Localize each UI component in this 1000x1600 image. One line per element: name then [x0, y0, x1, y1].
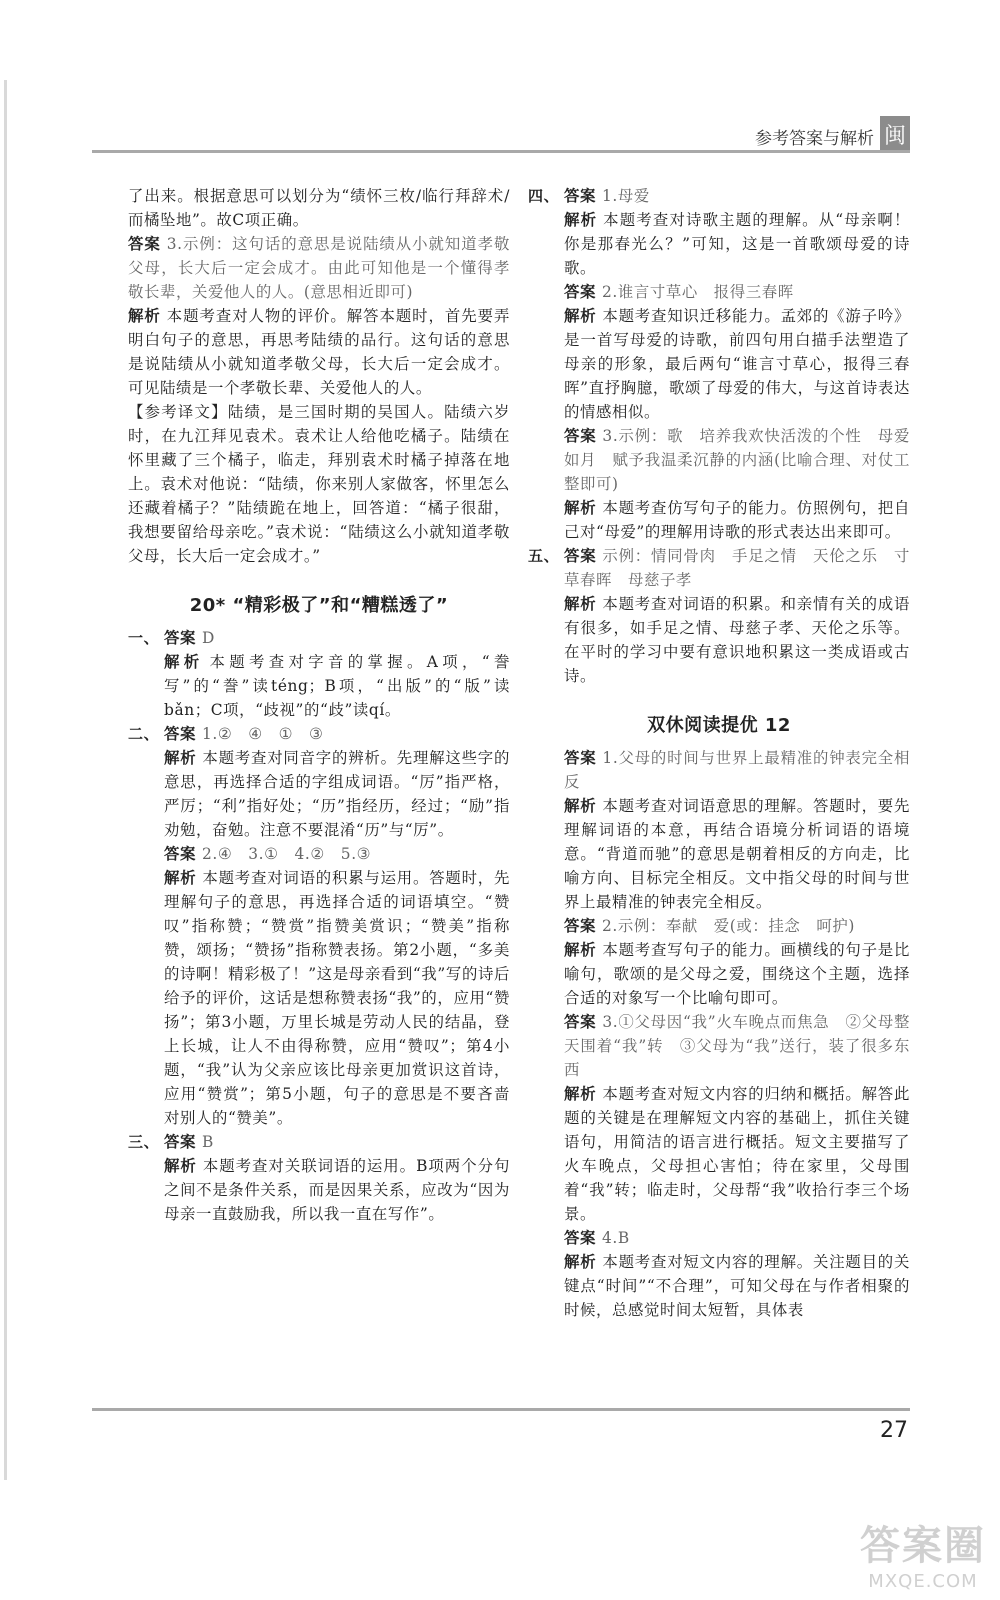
question-answer: [528, 184, 910, 208]
explanation-text: 本题考查对词语的积累与运用。答题时，先理解句子的意思，再选择合适的词语填空。“赞叹”指称赞；“赞赏”指赞美赏识；“赞美”指称赞，颂扬；“赞扬”指称赞表扬。第2小题，“多美的诗啊！精彩极了！”这是母亲看到“我”写的诗后给予的评价，这话是想称赞表扬“我”的，应用“赞扬”；第3小题，万里长城是劳动人民的结晶，登上长城，让人不由得称赞，应用“赞叹”；第4小题，“我”认为父亲应该比母亲更加赏识这首诗，应用“赞赏”；第5小题，句子的意思是不要吝啬对别人的“赞美”。: [164, 869, 510, 1127]
footer-divider: [92, 1408, 910, 1411]
answer-label: 答案: [164, 1133, 196, 1151]
explanation-text: 本题考查对同音字的辨析。先理解这些字的意思，再选择合适的字组成词语。“厉”指严格，严厉；“利”指好处；“历”指经历，经过；“励”指劝勉，奋勉。注意不要混淆“历”与“厉”。: [164, 749, 510, 839]
answer-label: 答案: [128, 235, 161, 253]
answer-label: 答案: [564, 187, 596, 205]
answer-label: 答案: [564, 547, 597, 565]
answer-text: 3.示例：歌 培养我欢快活泼的个性 母爱如月 赋予我温柔沉静的内涵(比喻合理、对仗工整即可): [564, 427, 911, 493]
watermark-logo-text: 答案圈: [860, 1523, 986, 1569]
explanation-block: [128, 650, 510, 722]
answer-block: [128, 842, 510, 866]
site-watermark: [860, 1514, 986, 1592]
explanation-label: 解析: [164, 653, 204, 671]
answer-label: 答案: [564, 749, 597, 767]
explanation-label: 解析: [164, 749, 197, 767]
answer-text: 示例：情同骨肉 手足之情 天伦之乐 寸草春晖 母慈子孝: [564, 547, 910, 589]
answer-label: 答案: [564, 917, 596, 935]
region-badge: 闽: [880, 116, 910, 152]
left-column: [128, 184, 510, 1226]
answer-text: 1.母爱: [601, 187, 650, 205]
explanation-text: 本题考查仿写句子的能力。仿照例句，把自己对“母爱”的理解用诗歌的形式表达出来即可。: [564, 499, 910, 541]
explanation-label: 解析: [564, 1085, 597, 1103]
answer-label: 答案: [564, 1013, 597, 1031]
question-marker: 四、: [528, 187, 560, 205]
page-number: 27: [880, 1418, 908, 1443]
explanation-block: [528, 496, 910, 544]
answer-label: 答案: [564, 283, 596, 301]
section-title: 20* “精彩极了”和“糟糕透了”: [189, 595, 449, 616]
answer-label: 答案: [164, 845, 196, 863]
answer-block: [528, 914, 910, 938]
answer-text: D: [201, 629, 215, 647]
answer-text: 1.父母的时间与世界上最精准的钟表完全相反: [564, 749, 911, 791]
explanation-text: 本题考查对关联词语的运用。B项两个分句之间不是条件关系，而是因果关系，应改为“因为母亲一直鼓励我，所以我一直在写作”。: [164, 1157, 510, 1223]
explanation-label: 解析: [564, 307, 597, 325]
explanation-label: 解析: [564, 499, 597, 517]
question-answer: [128, 722, 510, 746]
explanation-text: 本题考查对诗歌主题的理解。从“母亲啊！你是那春光么？”可知，这是一首歌颂母爱的诗歌。: [564, 211, 910, 277]
question-answer: [128, 1130, 510, 1154]
answer-text: 4.B: [601, 1229, 630, 1247]
reference-translation: 【参考译文】陆绩，是三国时期的吴国人。陆绩六岁时，在九江拜见袁术。袁术让人给他吃橘子。陆绩在怀里藏了三个橘子，临走，拜别袁术时橘子掉落在地上。袁术对他说：“陆绩，你来别人家做客，怀里怎么还藏着橘子？”陆绩跪在地上，回答道：“橘子很甜，我想要留给母亲吃。”袁术说：“陆绩这么小就知道孝敬父母，长大后一定会成才。”: [128, 403, 510, 565]
explanation-block: [128, 866, 510, 1130]
explanation-block: [528, 208, 910, 280]
explanation-block: [528, 794, 910, 914]
question-marker: 三、: [128, 1133, 160, 1151]
watermark-url: MXQE.COM: [868, 1571, 978, 1592]
section-title: 双休阅读提优 12: [647, 715, 791, 736]
explanation-label: 解析: [164, 869, 197, 887]
explanation-text: 本题考查对字音的掌握。A项，“誊写”的“誊”读téng；B项，“出版”的“版”读bǎn；C项，“歧视”的“歧”读qí。: [164, 653, 510, 719]
explanation-block: [528, 592, 910, 688]
question-marker: 二、: [128, 725, 160, 743]
explanation-text: 本题考查对人物的评价。解答本题时，首先要弄明白句子的意思，再思考陆绩的品行。这句话的意思是说陆绩从小就知道孝敬父母，长大后一定会成才。可见陆绩是一个孝敬长辈、关爱他人的人。: [128, 307, 510, 397]
answer-text: B: [201, 1133, 214, 1151]
explanation-block: [528, 1250, 910, 1322]
explanation-text: 本题考查知识迁移能力。孟郊的《游子吟》是一首写母爱的诗歌，前四句用白描手法塑造了母亲的形象，最后两句“谁言寸草心，报得三春晖”直抒胸臆，歌颂了母爱的伟大，与这首诗表达的情感相似。: [564, 307, 910, 421]
question-marker: 五、: [528, 547, 560, 565]
explanation-block: [528, 304, 910, 424]
answer-text: 1.② ④ ① ③: [201, 725, 324, 743]
explanation-text: 本题考查对词语意思的理解。答题时，要先理解词语的本意，再结合语境分析词语的语境意。“背道而驰”的意思是朝着相反的方向走，比喻方向、目标完全相反。文中指父母的时间与世界上最精准的钟表完全相反。: [564, 797, 910, 911]
explanation-label: 解析: [564, 941, 597, 959]
question-answer: [128, 626, 510, 650]
header-divider: [92, 150, 910, 153]
explanation-label: 解析: [564, 1253, 597, 1271]
answer-label: 答案: [164, 725, 196, 743]
page-edge: [4, 80, 7, 1480]
question-marker: 一、: [128, 629, 160, 647]
answer-label: 答案: [564, 1229, 596, 1247]
explanation-text: 本题考查对短文内容的理解。关注题目的关键点“时间”“不合理”，可知父母在与作者相聚的时候，总感觉时间太短暂，具体表: [564, 1253, 910, 1319]
answer-label: 答案: [564, 427, 597, 445]
answer-label: 答案: [164, 629, 196, 647]
answer-block: [528, 424, 910, 496]
question-answer: [528, 544, 910, 592]
explanation-block: [128, 304, 510, 400]
answer-block: [528, 1010, 910, 1082]
answer-block: [128, 232, 510, 304]
answer-text: 3.①父母因“我”火车晚点而焦急 ②父母整天围着“我”转 ③父母为“我”送行，装了很多东西: [564, 1013, 910, 1079]
answer-text: 2.谁言寸草心 报得三春晖: [601, 283, 794, 301]
answer-block: [528, 280, 910, 304]
explanation-label: 解析: [564, 595, 597, 613]
explanation-label: 解析: [564, 797, 597, 815]
explanation-text: 本题考查对短文内容的归纳和概括。解答此题的关键是在理解短文内容的基础上，抓住关键语句，用简洁的语言进行概括。短文主要描写了火车晚点，父母担心害怕；待在家里，父母围着“我”转；临走时，父母帮“我”收拾行李三个场景。: [564, 1085, 910, 1223]
header-title: 参考答案与解析: [755, 129, 874, 149]
answer-text: 3.示例：这句话的意思是说陆绩从小就知道孝敬父母，长大后一定会成才。由此可知他是一个懂得孝敬长辈，关爱他人的人。(意思相近即可): [128, 235, 511, 301]
explanation-label: 解析: [564, 211, 598, 229]
explanation-block: [528, 1082, 910, 1226]
answer-text: 2.④ 3.① 4.② 5.③: [201, 845, 372, 863]
explanation-block: [128, 746, 510, 842]
answer-text: 2.示例：奉献 爱(或：挂念 呵护): [601, 917, 855, 935]
explanation-block: [128, 1154, 510, 1226]
explanation-label: 解析: [164, 1157, 197, 1175]
explanation-label: 解析: [128, 307, 161, 325]
paragraph-continued: 了出来。根据意思可以划分为“绩怀三枚/临行拜辞术/而橘坠地”。故C项正确。: [128, 187, 510, 229]
right-column: [528, 184, 910, 1322]
explanation-block: [528, 938, 910, 1010]
answer-block: [528, 746, 910, 794]
explanation-text: 本题考查对词语的积累。和亲情有关的成语有很多，如手足之情、母慈子孝、天伦之乐等。在平时的学习中要有意识地积累这一类成语或古诗。: [564, 595, 910, 685]
explanation-text: 本题考查写句子的能力。画横线的句子是比喻句，歌颂的是父母之爱，围绕这个主题，选择合适的对象写一个比喻句即可。: [564, 941, 910, 1007]
answer-block: [528, 1226, 910, 1250]
